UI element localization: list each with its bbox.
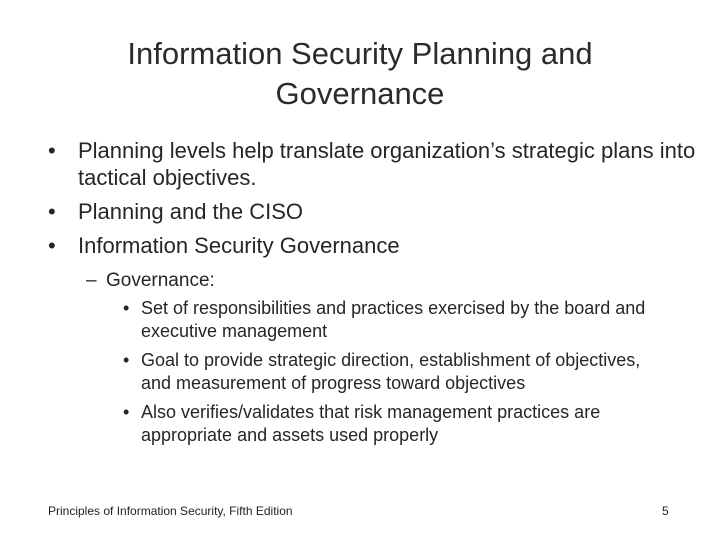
bullet-item — [0, 232, 720, 259]
bullet-item — [0, 198, 720, 225]
sub-bullet-item — [0, 269, 720, 293]
bullet-marker: • — [123, 402, 130, 422]
sub-sub-bullet-text: Goal to provide strategic direction, establishment of objectives, and measurement of progress toward objectives — [141, 350, 641, 393]
sub-sub-bullet-item — [0, 297, 720, 343]
bullet-text: Planning levels help translate organization’s strategic plans into tactical objectives. — [78, 138, 696, 190]
footer-page-number: 5 — [662, 504, 669, 518]
bullet-text: Planning and the CISO — [78, 199, 304, 224]
dash-marker: – — [86, 270, 97, 291]
sub-sub-bullet-item — [0, 349, 720, 395]
slide-title-line-2: Governance — [275, 76, 445, 111]
sub-sub-bullet-text: Also verifies/validates that risk management practices are appropriate and assets used properly — [141, 402, 601, 445]
bullet-marker: • — [123, 350, 130, 370]
footer-book-title: Principles of Information Security, Fifth Edition — [48, 504, 293, 518]
sub-bullet-text: Governance: — [106, 270, 215, 291]
bullet-item — [0, 137, 720, 191]
slide-title — [0, 34, 720, 114]
sub-sub-bullet-item — [0, 401, 720, 447]
bullet-marker: • — [48, 199, 56, 224]
bullet-marker: • — [48, 138, 56, 163]
slide-title-line-1: Information Security Planning and — [127, 36, 593, 71]
sub-sub-bullet-text: Set of responsibilities and practices exercised by the board and executive management — [141, 298, 646, 341]
bullet-marker: • — [123, 298, 130, 318]
bullet-text: Information Security Governance — [78, 233, 400, 258]
bullet-marker: • — [48, 233, 56, 258]
bullet-list — [0, 137, 720, 453]
